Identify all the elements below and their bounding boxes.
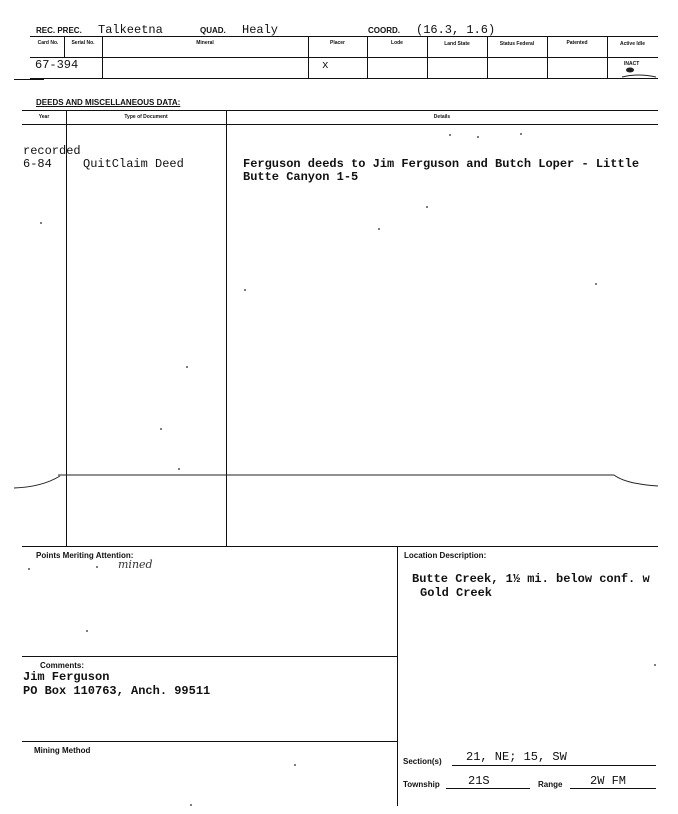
deed-details-line2: Butte Canyon 1-5	[243, 170, 359, 184]
speck	[294, 764, 296, 766]
col-patented: Patented	[566, 39, 588, 46]
deed-type: QuitClaim Deed	[83, 157, 184, 171]
speck	[426, 206, 428, 208]
speck	[28, 568, 30, 570]
col-serial-no: Serial No.	[71, 39, 95, 46]
active-idle-value: INACT	[624, 61, 640, 67]
township-value: 21S	[468, 774, 490, 788]
col-lode: Lode	[391, 39, 403, 46]
deeds-rule-header	[22, 124, 658, 125]
speck	[86, 630, 88, 632]
mining-method-label: Mining Method	[34, 746, 91, 755]
range-label: Range	[538, 780, 563, 789]
location-label: Location Description:	[404, 551, 487, 560]
comments-label: Comments:	[40, 661, 85, 670]
deed-year-line2: 6-84	[23, 157, 52, 171]
header-rule-mid	[30, 57, 658, 58]
deed-details-line1: Ferguson deeds to Jim Ferguson and Butch Loper - Little	[243, 157, 640, 171]
speck	[160, 428, 162, 430]
active-idle-stamp	[618, 64, 658, 80]
section-value: 21, NE; 15, SW	[466, 750, 567, 764]
range-underline	[570, 788, 656, 789]
section-underline	[452, 765, 656, 766]
points-handwriting: mined	[118, 558, 153, 571]
location-line2: Gold Creek	[420, 586, 493, 600]
rec-prec-label: REC. PREC.	[36, 26, 82, 35]
col-active-idle: Active Idle	[619, 40, 645, 47]
col-card-no: Card No.	[37, 39, 59, 46]
comments-line2: PO Box 110763, Anch. 99511	[23, 684, 211, 698]
speck	[40, 222, 42, 224]
speck	[96, 566, 98, 568]
header-rule-stub	[14, 79, 44, 80]
speck	[520, 133, 522, 135]
deeds-section-title: DEEDS AND MISCELLANEOUS DATA:	[36, 98, 181, 107]
township-underline	[446, 788, 530, 789]
fold-line	[14, 468, 658, 492]
quad-value: Healy	[242, 23, 279, 37]
speck	[595, 283, 597, 285]
col-status-federal: Status Federal	[499, 40, 535, 47]
speck	[378, 228, 380, 230]
section-label: Section(s)	[403, 757, 442, 766]
rec-prec-value: Talkeetna	[98, 23, 163, 37]
township-label: Township	[403, 780, 440, 789]
col-placer: Placer	[329, 39, 345, 46]
coord-value: (16.3, 1.6)	[416, 23, 496, 37]
deeds-rule-bottom	[22, 546, 658, 547]
deeds-col-details: Details	[433, 113, 451, 120]
location-line1: Butte Creek, 1½ mi. below conf. w	[412, 572, 650, 586]
deed-year-line1: recorded	[23, 144, 81, 158]
header-rule-bottom	[30, 78, 658, 79]
mining-rule	[22, 741, 397, 742]
card-no-value: 67-394	[35, 58, 79, 72]
points-label: Points Meriting Attention:	[36, 551, 134, 560]
speck	[449, 134, 451, 136]
quad-label: QUAD.	[200, 26, 226, 35]
range-value: 2W FM	[590, 774, 627, 788]
speck	[654, 664, 656, 666]
placer-value: x	[322, 60, 329, 72]
speck	[244, 289, 246, 291]
coord-label: COORD.	[368, 26, 400, 35]
speck	[477, 136, 479, 138]
comments-line1: Jim Ferguson	[23, 670, 110, 684]
col-land-state: Land State	[444, 40, 470, 47]
deeds-col-type: Type of Document	[124, 113, 168, 120]
lower-divider	[397, 546, 398, 806]
speck	[190, 804, 192, 806]
speck	[186, 366, 188, 368]
deeds-col-year: Year	[38, 113, 50, 120]
col-mineral: Mineral	[196, 39, 214, 46]
comments-rule	[22, 656, 397, 657]
